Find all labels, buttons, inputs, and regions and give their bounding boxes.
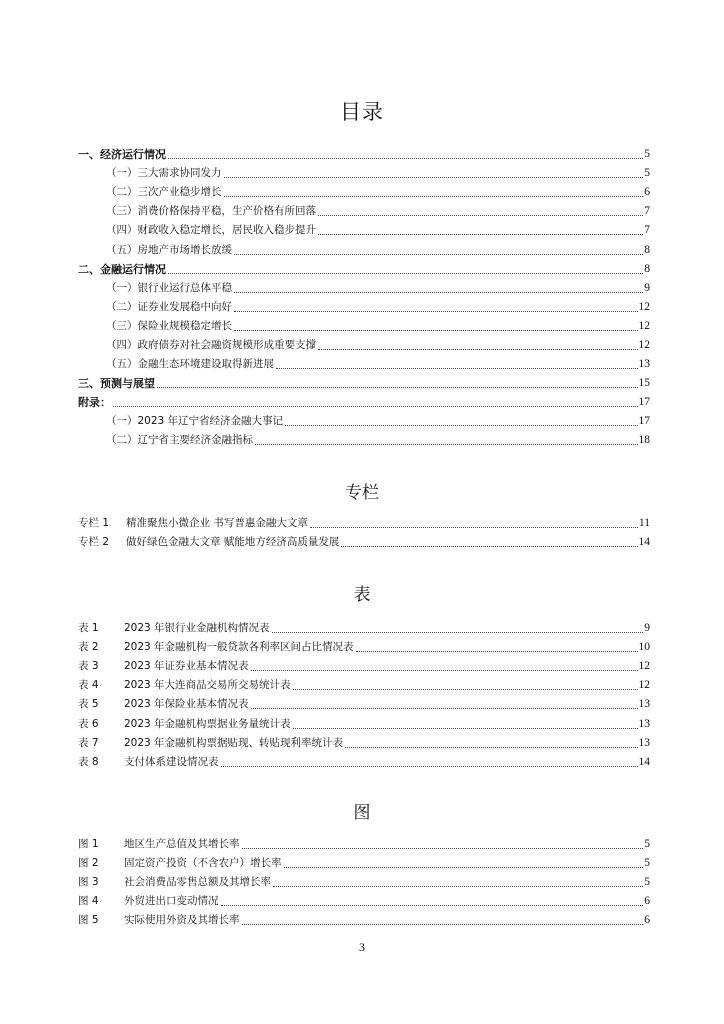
entry-label: 三、预测与展望 [78,377,155,391]
entry-prefix: 专栏 2 [78,536,110,549]
dot-leader [293,728,638,729]
entry-title: 2023 年保险业基本情况表 [124,698,249,711]
page-ref: 10 [638,641,650,654]
toc-entry[interactable] [78,202,650,221]
dot-leader [234,311,638,312]
page-ref: 5 [644,857,650,870]
entry-title: 支付体系建设情况表 [124,755,219,768]
toc-entry[interactable] [78,393,650,412]
entry-prefix: 表 6 [78,717,99,730]
column-entry[interactable] [78,514,650,533]
dot-leader [284,867,644,868]
table-entry[interactable] [78,753,650,772]
dot-leader [168,158,643,159]
page-ref: 11 [638,517,650,530]
dot-leader [255,444,638,445]
entry-label [78,533,339,552]
entry-prefix: 图 1 [78,838,99,851]
page-ref: 5 [644,167,650,180]
page-ref: 12 [638,660,650,673]
page-ref: 6 [644,914,650,927]
page-ref: 12 [638,319,650,332]
toc-entry[interactable] [78,260,650,279]
entry-label: （五）金融生态环境建设取得新进展 [106,358,274,371]
page-ref: 12 [638,679,650,692]
table-entry[interactable] [78,676,650,695]
figure-entry[interactable] [78,911,650,930]
entry-label [78,657,249,676]
entry-label: （二）证券业发展稳中向好 [106,300,232,313]
dot-leader [168,273,643,274]
columns-heading: 专栏 [345,483,379,503]
page-number: 3 [359,940,365,954]
dot-leader [318,349,638,350]
dot-leader [318,234,643,235]
table-entry[interactable] [78,638,650,657]
table-entry[interactable] [78,695,650,714]
page-ref: 12 [638,338,650,351]
page-ref: 6 [644,895,650,908]
entry-label: （四）财政收入稳定增长，居民收入稳步提升 [106,224,316,237]
dot-leader [234,254,643,255]
toc-entry[interactable] [78,164,650,183]
entry-label: 附录： [78,396,111,410]
page-ref: 9 [644,622,650,635]
entry-label [78,835,240,854]
entry-label: （二）辽宁省主要经济金融指标 [106,434,253,447]
toc-entry[interactable] [78,298,650,317]
columns-list [78,514,650,552]
entry-label [78,619,270,638]
entry-label [78,638,354,657]
figure-entry[interactable] [78,854,650,873]
page-ref: 6 [644,186,650,199]
toc-entry[interactable] [78,355,650,374]
entry-label: （三）保险业规模稳定增长 [106,319,232,332]
entry-prefix: 表 4 [78,679,99,692]
entry-prefix: 表 3 [78,660,99,673]
table-entry[interactable] [78,657,650,676]
entry-label [78,734,343,753]
toc-entry[interactable] [78,221,650,240]
dot-leader [341,546,637,547]
dot-leader [242,924,644,925]
entry-label: （一）2023 年辽宁省经济金融大事记 [106,415,284,428]
page-ref: 7 [644,224,650,237]
dot-leader [272,632,643,633]
entry-title: 2023 年大连商品交易所交易统计表 [124,679,291,692]
tables-heading: 表 [353,585,371,605]
entry-label [78,854,282,873]
entry-label [78,514,308,533]
table-entry[interactable] [78,714,650,733]
entry-prefix: 图 2 [78,857,99,870]
entry-title: 社会消费品零售总额及其增长率 [124,876,271,889]
entry-label: （四）政府债券对社会融资规模形成重要支撑 [106,338,316,351]
figure-entry[interactable] [78,873,650,892]
dot-leader [276,368,638,369]
column-entry[interactable] [78,533,650,552]
dot-leader [234,330,638,331]
toc-entry[interactable] [78,183,650,202]
entry-prefix: 图 4 [78,895,99,908]
page-ref: 17 [638,396,650,409]
dot-leader [221,905,644,906]
entry-label: 二、金融运行情况 [78,262,166,276]
toc-list [78,145,650,451]
dot-leader [242,848,644,849]
dot-leader [285,425,637,426]
dot-leader [224,196,644,197]
table-entry[interactable] [78,734,650,753]
dot-leader [356,651,638,652]
entry-prefix: 专栏 1 [78,517,110,530]
dot-leader [273,886,643,887]
page-ref: 8 [644,243,650,256]
entry-label [78,753,219,772]
page-ref: 14 [638,536,650,549]
entry-prefix: 图 5 [78,914,99,927]
entry-prefix: 表 5 [78,698,99,711]
page-ref: 8 [644,262,650,275]
entry-title: 2023 年金融机构票据业务量统计表 [124,717,291,730]
toc-entry[interactable] [78,412,650,431]
figures-list [78,835,650,930]
entry-title: 外贸进出口变动情况 [124,895,219,908]
entry-label: （三）消费价格保持平稳，生产价格有所回落 [106,205,316,218]
entry-label [78,695,249,714]
figures-heading: 图 [353,803,371,823]
dot-leader [157,387,638,388]
page-ref: 7 [644,205,650,218]
entry-label: 一、经济运行情况 [78,148,166,162]
toc-entry[interactable] [78,374,650,393]
dot-leader [224,177,644,178]
page-ref: 17 [638,415,650,428]
dot-leader [221,766,638,767]
figure-entry[interactable] [78,892,650,911]
toc-entry[interactable] [78,317,650,336]
entry-label: （二）三次产业稳步增长 [106,186,222,199]
entry-title: 实际使用外资及其增长率 [124,914,240,927]
page-ref: 13 [638,698,650,711]
entry-title: 2023 年金融机构票据贴现、转贴现利率统计表 [124,736,344,749]
page-ref: 15 [638,377,650,390]
page-ref: 5 [644,148,650,161]
entry-label: （一）银行业运行总体平稳 [106,281,232,294]
entry-label: （五）房地产市场增长放缓 [106,243,232,256]
entry-label: （一）三大需求协同发力 [106,167,222,180]
dot-leader [251,708,638,709]
entry-title: 2023 年银行业金融机构情况表 [124,622,270,635]
page-ref: 12 [638,300,650,313]
dot-leader [234,292,643,293]
dot-leader [251,670,638,671]
page-ref: 13 [638,717,650,730]
entry-title: 精准聚焦小微企业 书写普惠金融大文章 [126,517,308,530]
table-entry[interactable] [78,619,650,638]
entry-label [78,892,219,911]
entry-title: 2023 年证券业基本情况表 [124,660,249,673]
toc-entry[interactable] [78,240,650,259]
page-ref: 5 [644,838,650,851]
entry-title: 做好绿色金融大文章 赋能地方经济高质量发展 [126,536,340,549]
entry-label [78,873,271,892]
dot-leader [345,747,637,748]
entry-prefix: 表 7 [78,736,99,749]
dot-leader [310,527,638,528]
entry-prefix: 图 3 [78,876,99,889]
entry-title: 地区生产总值及其增长率 [124,838,240,851]
entry-title: 固定资产投资（不含农户）增长率 [124,857,282,870]
page-ref: 18 [638,434,650,447]
entry-label [78,676,291,695]
figure-entry[interactable] [78,835,650,854]
entry-label [78,715,291,734]
dot-leader [113,406,638,407]
page-ref: 5 [644,876,650,889]
page-ref: 13 [638,358,650,371]
entry-prefix: 表 1 [78,622,99,635]
entry-title: 2023 年金融机构一般贷款各利率区间占比情况表 [124,641,354,654]
toc-entry[interactable] [78,431,650,450]
toc-heading: 目录 [340,100,384,124]
entry-label [78,911,240,930]
entry-prefix: 表 8 [78,755,99,768]
tables-list [78,619,650,772]
page-ref: 9 [644,281,650,294]
page-ref: 14 [638,755,650,768]
dot-leader [318,215,643,216]
entry-prefix: 表 2 [78,641,99,654]
toc-entry[interactable] [78,145,650,164]
dot-leader [293,689,638,690]
page-ref: 13 [638,736,650,749]
toc-entry[interactable] [78,279,650,298]
toc-entry[interactable] [78,336,650,355]
